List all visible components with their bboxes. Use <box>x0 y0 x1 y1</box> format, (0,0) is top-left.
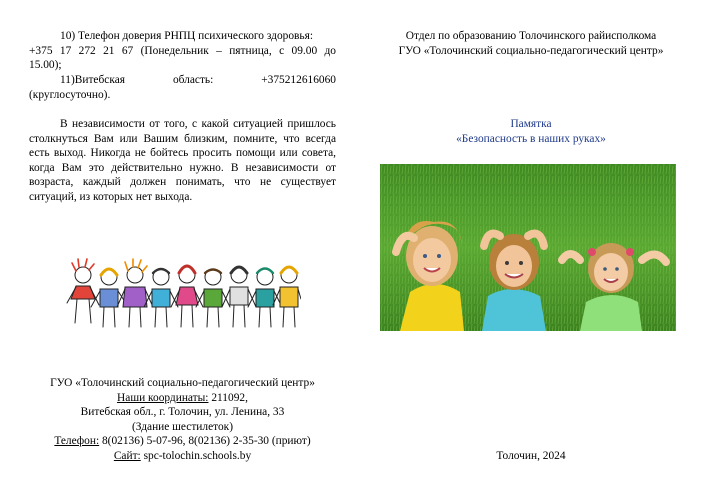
contacts-coords <box>29 391 336 406</box>
contacts-org: ГУО «Толочинский социально-педагогический центр» <box>50 377 315 389</box>
coords-label: Наши координаты: <box>117 391 209 404</box>
org-line2: ГУО «Толочинский социально-педагогический центр» <box>398 44 664 57</box>
brochure-title <box>372 117 690 146</box>
contacts-block <box>29 376 336 464</box>
hotline-10-line1: 10) Телефон доверия РНПЦ психического здоровья: <box>60 30 314 42</box>
site-label: Сайт: <box>113 449 141 462</box>
footer-city-year: Толочин, 2024 <box>496 450 566 462</box>
contacts-address: Витебская обл., г. Толочин, ул. Ленина, 33 <box>80 406 285 419</box>
phone-label: Телефон: <box>54 435 100 448</box>
contacts-building: (Здание шестилеток) <box>132 420 233 433</box>
children-on-grass-photo <box>380 164 676 331</box>
title-line2: «Безопасность в наших руках» <box>456 132 606 145</box>
children-drawing-illustration <box>61 253 301 353</box>
advice-paragraph: В независимости от того, с какой ситуацией пришлось столкнуться Вам или Вашим близким, помните, что всегда есть выход. Никогда не бойтесь просить помощи или совета, когда Вам это действительно нужно. В независимости от возраста, каждый должен понимать, что не существует ситуаций, из которых нет выхода. <box>29 118 336 203</box>
hotline-11-region: область: <box>172 74 214 86</box>
hotline-10 <box>29 29 336 73</box>
title-line1: Памятка <box>510 118 552 130</box>
hotline-11-label: 11)Витебская <box>60 74 125 86</box>
organization-header <box>372 29 690 58</box>
org-line1: Отдел по образованию Толочинского райисполкома <box>405 30 657 42</box>
hotline-11-note: (круглосуточно). <box>29 88 111 101</box>
coords-value: 211092, <box>208 391 248 404</box>
contacts-site <box>29 449 336 464</box>
hotline-11 <box>29 73 336 102</box>
hotline-10-line3: 15.00); <box>29 59 62 72</box>
site-value: spc-tolochin.schools.by <box>140 449 252 462</box>
hotline-11-phone: +375212616060 <box>261 74 336 86</box>
phone-value: 8(02136) 5-07-96, 8(02136) 2-35-30 (приют) <box>99 435 311 448</box>
hotline-10-line2: +375 17 272 21 67 (Понедельник – пятница, с 09.00 до <box>29 44 336 57</box>
hotline-11-row <box>29 73 336 88</box>
contacts-phone <box>29 434 336 449</box>
